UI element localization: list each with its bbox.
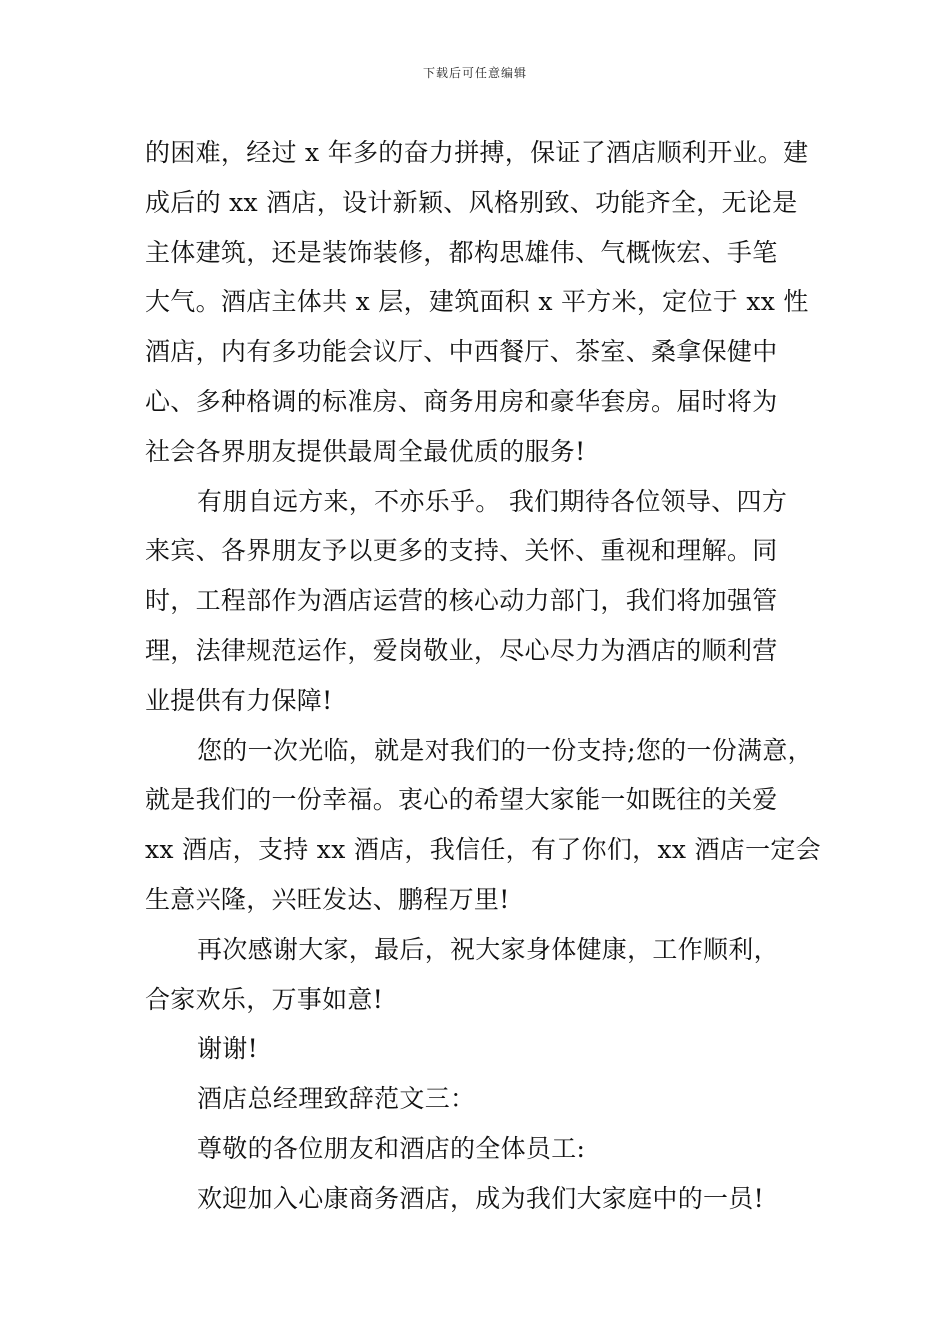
paragraph-line: 业提供有力保障!: [145, 685, 333, 715]
paragraph-line: 欢迎加入心康商务酒店，成为我们大家庭中的一员!: [197, 1183, 764, 1213]
section-title: 酒店总经理致辞范文三：: [197, 1084, 476, 1114]
paragraph-line: 就是我们的一份幸福。衷心的希望大家能一如既往的关爱: [145, 785, 778, 815]
paragraph-line: 酒店，内有多功能会议厅、中西餐厅、茶室、桑拿保健中: [145, 337, 778, 367]
paragraph-line: 理，法律规范运作，爱岗敬业，尽心尽力为酒店的顺利营: [145, 635, 778, 665]
document-body: [145, 128, 821, 1224]
paragraph-line: 的困难，经过 x 年多的奋力拼搏，保证了酒店顺利开业。建: [145, 138, 809, 167]
paragraph-line: 大气。酒店主体共 x 层，建筑面积 x 平方米，定位于 xx 性: [145, 287, 809, 317]
paragraph-line: 您的一次光临，就是对我们的一份支持;您的一份满意，: [197, 735, 813, 765]
paragraph-line: 社会各界朋友提供最周全最优质的服务!: [145, 436, 586, 466]
paragraph-line: 有朋自远方来，不亦乐乎。 我们期待各位领导、四方: [197, 486, 788, 516]
page-header: 下载后可任意编辑: [422, 66, 527, 80]
paragraph-line: 心、多种格调的标准房、商务用房和豪华套房。届时将为: [145, 386, 778, 416]
closing-thanks: 谢谢!: [197, 1034, 258, 1064]
paragraph-line: 合家欢乐，万事如意!: [145, 984, 384, 1014]
salutation: 尊敬的各位朋友和酒店的全体员工:: [197, 1133, 586, 1163]
paragraph-line: xx 酒店，支持 xx 酒店，我信任，有了你们，xx 酒店一定会: [145, 835, 821, 865]
paragraph-line: 成后的 xx 酒店，设计新颖、风格别致、功能齐全，无论是: [145, 187, 798, 217]
paragraph-line: 来宾、各界朋友予以更多的支持、关怀、重视和理解。同: [145, 536, 778, 566]
paragraph-line: 时，工程部作为酒店运营的核心动力部门，我们将加强管: [145, 586, 778, 616]
paragraph-line: 再次感谢大家，最后，祝大家身体健康，工作顺利，: [197, 934, 779, 964]
paragraph-line: 主体建筑，还是装饰装修，都构思雄伟、气概恢宏、手笔: [145, 237, 778, 267]
paragraph-line: 生意兴隆，兴旺发达、鹏程万里!: [145, 884, 510, 914]
